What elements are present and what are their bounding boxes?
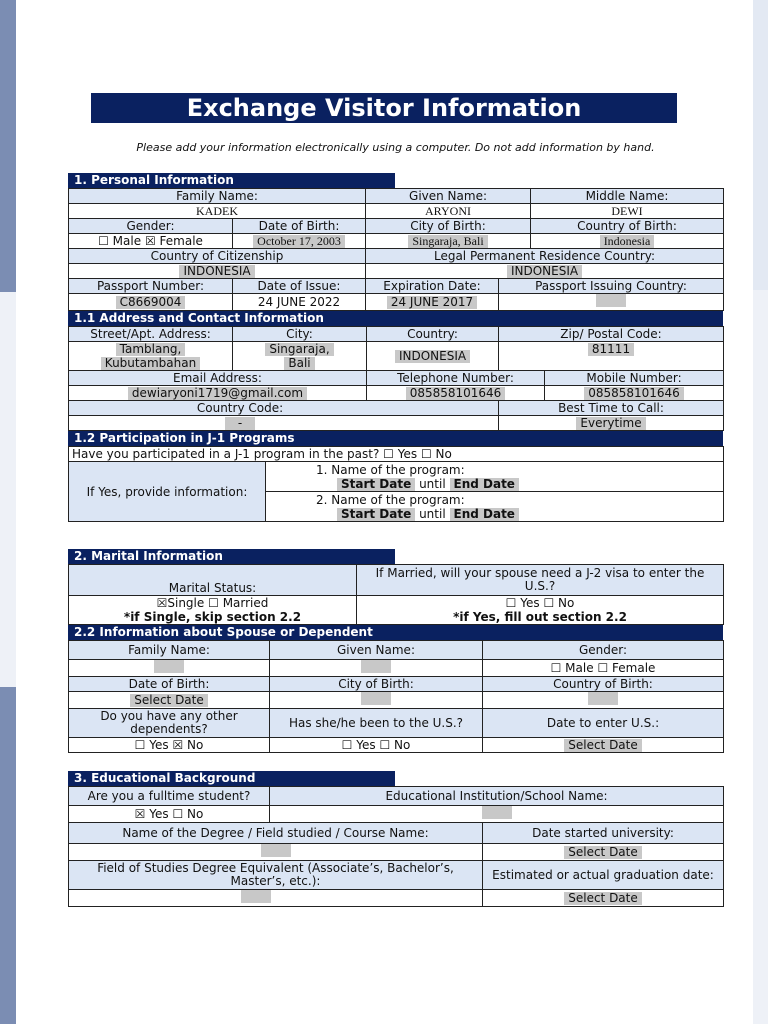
personal-info-table <box>68 188 724 311</box>
j1-yes-label: Yes <box>397 447 418 461</box>
if-yes-label: If Yes, provide information: <box>69 462 266 522</box>
spouse-dob-field[interactable]: Select Date <box>69 692 270 709</box>
field-of-studies-label: Field of Studies Degree Equivalent (Associate’s, Bachelor’s, Master’s, etc.): <box>69 861 483 890</box>
j1-question: Have you participated in a J-1 program in the past? <box>72 447 380 461</box>
city-field[interactable]: Singaraja, Bali <box>233 342 367 371</box>
section-header-j1: 1.2 Participation in J-1 Programs <box>68 431 723 446</box>
dependents-yes-label: Yes <box>149 738 169 752</box>
j1-no-label: No <box>435 447 452 461</box>
single-note: *if Single, skip section 2.2 <box>123 610 302 624</box>
marital-status-label: Marital Status: <box>69 565 357 596</box>
section-header-spouse: 2.2 Information about Spouse or Dependent <box>68 625 723 640</box>
field-of-studies-field[interactable] <box>69 890 483 907</box>
institution-field[interactable] <box>270 806 724 823</box>
fulltime-student-options <box>69 806 270 823</box>
dependents-no-checkbox[interactable]: ☒ <box>172 738 184 752</box>
dependents-yes-checkbox[interactable]: ☐ <box>134 738 146 752</box>
gender-options <box>69 234 233 249</box>
female-label: Female <box>159 234 203 248</box>
spouse-given-name-label: Given Name: <box>270 641 483 660</box>
yes-note: *if Yes, fill out section 2.2 <box>453 610 627 624</box>
residence-country-label: Legal Permanent Residence Country: <box>366 249 724 264</box>
spouse-visa-no-checkbox[interactable]: ☐ <box>543 596 555 610</box>
form-instructions: Please add your information electronically using a computer. Do not add information by hand. <box>136 141 655 154</box>
single-label: Single <box>167 596 205 610</box>
street-label: Street/Apt. Address: <box>69 327 233 342</box>
citizenship-label: Country of Citizenship <box>69 249 366 264</box>
date-enter-us-field[interactable]: Select Date <box>483 738 724 753</box>
spouse-country-field[interactable] <box>483 692 724 709</box>
passport-number-field[interactable]: C8669004 <box>69 294 233 311</box>
spouse-country-label: Country of Birth: <box>483 677 724 692</box>
j1-yes-checkbox[interactable]: ☐ <box>383 447 394 461</box>
marital-status-options <box>69 596 357 625</box>
given-name-field[interactable]: ARYONI <box>366 204 531 219</box>
city-of-birth-field[interactable]: Singaraja, Bali <box>366 234 531 249</box>
education-table <box>68 786 724 907</box>
marital-information-section <box>68 549 723 753</box>
spouse-dependent-table <box>68 640 724 753</box>
fulltime-no-label: No <box>187 807 204 821</box>
dob-field[interactable]: October 17, 2003 <box>233 234 366 249</box>
zip-field[interactable]: 81111 <box>499 342 724 371</box>
family-name-label: Family Name: <box>69 189 366 204</box>
other-dependents-label: Do you have any other dependents? <box>69 709 270 738</box>
program-2-entry[interactable]: 2. Name of the program: Start Date until End Date <box>266 492 724 522</box>
spouse-dob-label: Date of Birth: <box>69 677 270 692</box>
j1-no-checkbox[interactable]: ☐ <box>420 447 432 461</box>
spouse-male-label: Male <box>565 661 594 675</box>
degree-field[interactable] <box>69 844 483 861</box>
dob-label: Date of Birth: <box>233 219 366 234</box>
spouse-visa-no-label: No <box>558 596 575 610</box>
fulltime-yes-checkbox[interactable]: ☒ <box>134 807 146 821</box>
citizenship-field[interactable]: INDONESIA <box>69 264 366 279</box>
country-field[interactable]: INDONESIA <box>367 342 499 371</box>
zip-label: Zip/ Postal Code: <box>499 327 724 342</box>
spouse-male-checkbox[interactable]: ☐ <box>550 661 562 675</box>
spouse-city-label: City of Birth: <box>270 677 483 692</box>
female-checkbox[interactable]: ☒ <box>144 234 156 248</box>
been-us-yes-checkbox[interactable]: ☐ <box>341 738 353 752</box>
country-of-birth-label: Country of Birth: <box>531 219 724 234</box>
married-label: Married <box>222 596 269 610</box>
dependents-no-label: No <box>187 738 204 752</box>
family-name-field[interactable]: KADEK <box>69 204 366 219</box>
passport-country-label: Passport Issuing Country: <box>499 279 724 294</box>
mobile-label: Mobile Number: <box>545 371 724 386</box>
expiration-date-label: Expiration Date: <box>366 279 499 294</box>
section-header-education: 3. Educational Background <box>68 771 723 786</box>
been-to-us-label: Has she/he been to the U.S.? <box>270 709 483 738</box>
graduation-date-field[interactable]: Select Date <box>483 890 724 907</box>
street-field[interactable]: Tamblang, Kubutambahan <box>69 342 233 371</box>
gender-label: Gender: <box>69 219 233 234</box>
left-sidebar-gap <box>0 292 16 687</box>
fulltime-yes-label: Yes <box>149 807 169 821</box>
city-label: City: <box>233 327 367 342</box>
address-contact-table <box>68 326 724 431</box>
passport-country-field[interactable] <box>499 294 724 311</box>
best-time-label: Best Time to Call: <box>499 401 724 416</box>
telephone-field[interactable]: 085858101646 <box>367 386 545 401</box>
j1-question-row <box>69 447 724 462</box>
right-sidebar-band <box>753 0 768 290</box>
degree-label: Name of the Degree / Field studied / Course Name: <box>69 823 483 844</box>
spouse-city-field[interactable] <box>270 692 483 709</box>
spouse-gender-label: Gender: <box>483 641 724 660</box>
married-checkbox[interactable]: ☐ <box>208 596 219 610</box>
issue-date-field[interactable]: 24 JUNE 2022 <box>233 294 366 311</box>
city-of-birth-label: City of Birth: <box>366 219 531 234</box>
country-of-birth-field[interactable]: Indonesia <box>531 234 724 249</box>
middle-name-field[interactable]: DEWI <box>531 204 724 219</box>
left-sidebar-stripe <box>0 0 16 1024</box>
marital-table <box>68 564 724 625</box>
issue-date-label: Date of Issue: <box>233 279 366 294</box>
j1-participation-table <box>68 446 724 522</box>
section-header-personal: 1. Personal Information <box>68 173 723 188</box>
been-to-us-options <box>270 738 483 753</box>
form-title: Exchange Visitor Information <box>91 93 677 123</box>
country-code-field[interactable]: - <box>69 416 499 431</box>
spouse-visa-label: If Married, will your spouse need a J-2 visa to enter the U.S.? <box>357 565 724 596</box>
best-time-field[interactable]: Everytime <box>499 416 724 431</box>
passport-number-label: Passport Number: <box>69 279 233 294</box>
given-name-label: Given Name: <box>366 189 531 204</box>
date-started-field[interactable]: Select Date <box>483 844 724 861</box>
personal-information-section <box>68 173 723 522</box>
country-code-label: Country Code: <box>69 401 499 416</box>
spouse-given-name-field[interactable] <box>270 660 483 677</box>
educational-background-section <box>68 771 723 907</box>
mobile-field[interactable]: 085858101646 <box>545 386 724 401</box>
spouse-visa-yes-label: Yes <box>520 596 540 610</box>
graduation-date-label: Estimated or actual graduation date: <box>483 861 724 890</box>
spouse-family-name-field[interactable] <box>69 660 270 677</box>
institution-label: Educational Institution/School Name: <box>270 787 724 806</box>
country-label: Country: <box>367 327 499 342</box>
section-header-address: 1.1 Address and Contact Information <box>68 311 723 326</box>
spouse-female-checkbox[interactable]: ☐ <box>597 661 609 675</box>
residence-country-field[interactable]: INDONESIA <box>366 264 724 279</box>
fulltime-no-checkbox[interactable]: ☐ <box>172 807 184 821</box>
email-field[interactable]: dewiaryoni1719@gmail.com <box>69 386 367 401</box>
telephone-label: Telephone Number: <box>367 371 545 386</box>
date-started-label: Date started university: <box>483 823 724 844</box>
middle-name-label: Middle Name: <box>531 189 724 204</box>
spouse-visa-options <box>357 596 724 625</box>
spouse-family-name-label: Family Name: <box>69 641 270 660</box>
male-label: Male <box>112 234 142 248</box>
spouse-gender-options <box>483 660 724 677</box>
email-label: Email Address: <box>69 371 367 386</box>
male-checkbox[interactable]: ☐ <box>98 234 109 248</box>
spouse-visa-yes-checkbox[interactable]: ☐ <box>505 596 517 610</box>
program-1-entry[interactable]: 1. Name of the program: Start Date until End Date <box>266 462 724 492</box>
single-checkbox[interactable]: ☒ <box>156 596 168 610</box>
section-header-marital: 2. Marital Information <box>68 549 723 564</box>
other-dependents-options <box>69 738 270 753</box>
date-enter-us-label: Date to enter U.S.: <box>483 709 724 738</box>
right-sidebar-stripe <box>753 0 768 1024</box>
spouse-female-label: Female <box>612 661 656 675</box>
been-us-yes-label: Yes <box>356 738 376 752</box>
fulltime-student-label: Are you a fulltime student? <box>69 787 270 806</box>
been-us-no-checkbox[interactable]: ☐ <box>379 738 391 752</box>
been-us-no-label: No <box>394 738 411 752</box>
expiration-date-field[interactable]: 24 JUNE 2017 <box>366 294 499 311</box>
